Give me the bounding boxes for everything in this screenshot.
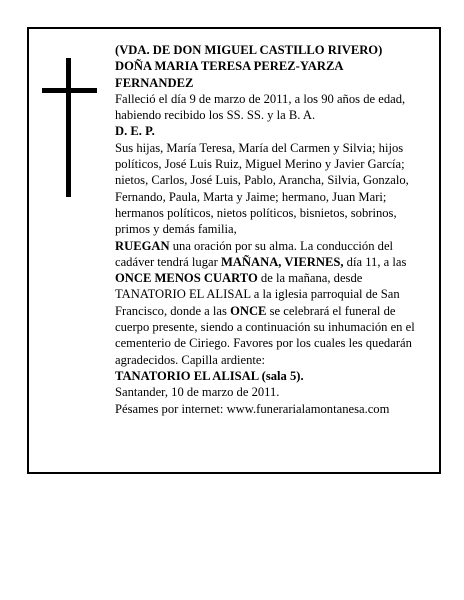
- dep-line: D. E. P.: [115, 124, 155, 139]
- obituary-text: [115, 42, 419, 417]
- cross-icon-bar: [42, 88, 97, 93]
- deceased-name: DOÑA MARIA TERESA PEREZ-YARZA FERNANDEZ: [115, 59, 343, 90]
- route-text: de la mañana, desde TANATORIO EL ALISAL a la iglesia parroquial de San Francisco, donde a las: [115, 271, 400, 318]
- day-text: MAÑANA, VIERNES,: [220, 254, 344, 269]
- funeral-text: se celebrará el funeral de cuerpo presente, siendo a continuación su inhumación en el cementerio de Ciriego. Favores por los cuales les quedarán agradecidos. Capilla ardiente:: [115, 303, 415, 367]
- family-list: Sus hijas, María Teresa, María del Carmen y Silvia; hijos políticos, José Luis Ruiz, Miguel Merino y Javier García; nietos, Carlos, José Luis, Pablo, Arancha, Silvia, Gonzalo, Fernando, Paula, Marta y Jaime; hermano, Juan Mari; hermanos políticos, nietos políticos, bisnietos, sobrinos, primos y demás familia,: [115, 140, 409, 237]
- once-text: ONCE: [230, 303, 267, 318]
- condolences-web: Pésames por internet: www.funerarialamontanesa.com: [115, 401, 390, 416]
- cross-icon: [66, 58, 71, 197]
- prayer-text: una oración por su alma. La conducción del cadáver tendrá lugar: [115, 238, 394, 269]
- widow-of-line: (VDA. DE DON MIGUEL CASTILLO RIVERO): [115, 43, 383, 57]
- death-details: Falleció el día 9 de marzo de 2011, a los 90 años de edad, habiendo recibido los SS. SS. y la B. A.: [115, 91, 406, 123]
- obituary-notice: [27, 27, 441, 474]
- capilla-location: TANATORIO EL ALISAL (sala 5).: [115, 368, 304, 383]
- ceremony-paragraph: [115, 238, 419, 368]
- place-date: Santander, 10 de marzo de 2011.: [115, 385, 280, 400]
- date-text: día 11, a las: [343, 254, 407, 269]
- time-text: ONCE MENOS CUARTO: [115, 271, 258, 286]
- ruegan-text: RUEGAN: [115, 238, 170, 253]
